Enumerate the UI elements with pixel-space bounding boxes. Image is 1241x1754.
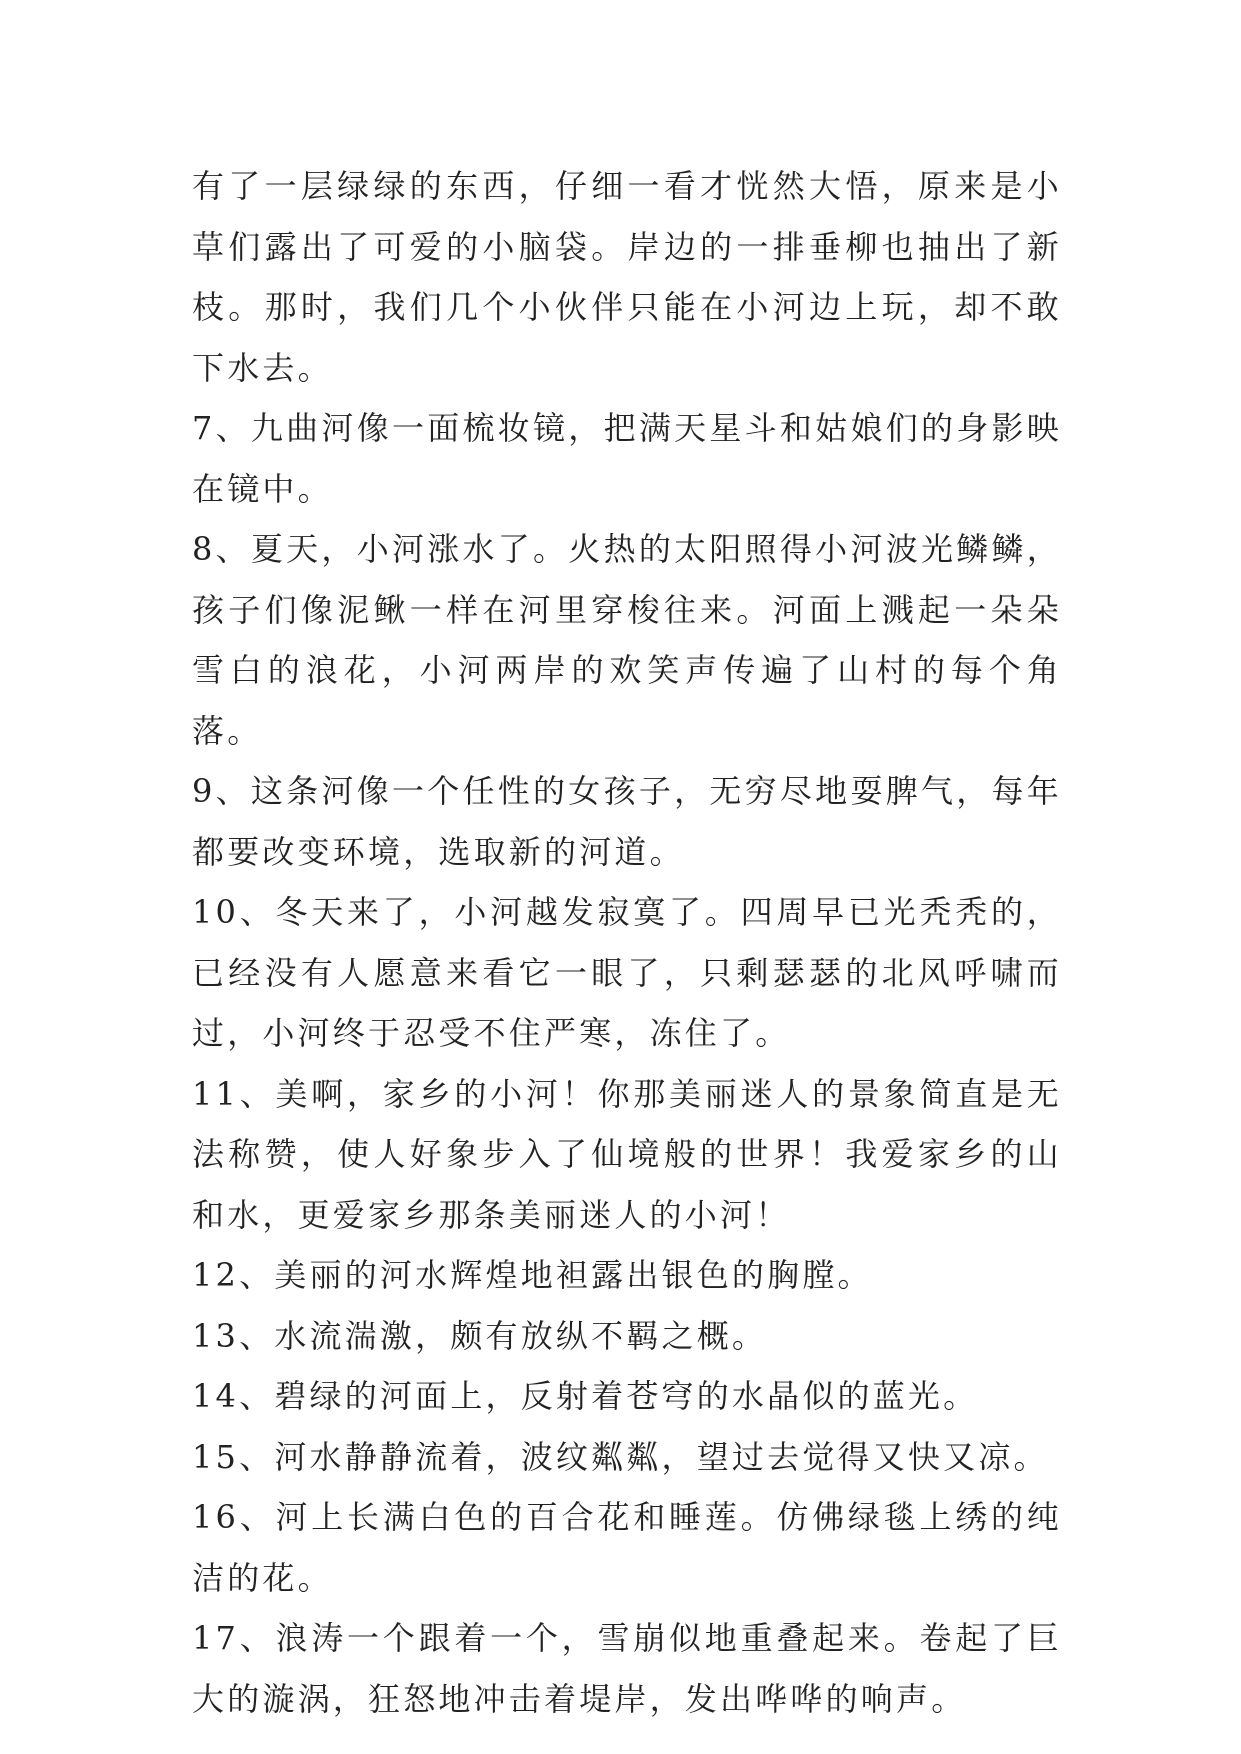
paragraph-item-11: 11、美啊，家乡的小河！你那美丽迷人的景象简直是无法称赞，使人好象步入了仙境般的世界！我爱家乡的山和水，更爱家乡那条美丽迷人的小河！	[192, 1074, 1062, 1234]
paragraph-item-13: 13、水流湍激，颇有放纵不羁之概。	[192, 1316, 768, 1355]
paragraph-item-16: 16、河上长满白色的百合花和睡莲。仿佛绿毯上绣的纯洁的花。	[192, 1498, 1062, 1597]
paragraph-continuation: 有了一层绿绿的东西，仔细一看才恍然大悟，原来是小草们露出了可爱的小脑袋。岸边的一排垂柳也抽出了新枝。那时，我们几个小伙伴只能在小河边上玩，却不敢下水去。	[192, 167, 1062, 387]
paragraph-item-7: 7、九曲河像一面梳妆镜，把满天星斗和姑娘们的身影映在镜中。	[192, 409, 1062, 508]
paragraph-item-14: 14、碧绿的河面上，反射着苍穹的水晶似的蓝光。	[192, 1377, 979, 1415]
paragraph-item-10: 10、冬天来了，小河越发寂寞了。四周早已光秃秃的，已经没有人愿意来看它一眼了，只剩瑟瑟的北风呼啸而过，小河终于忍受不住严寒，冻住了。	[192, 893, 1062, 1052]
document-body	[192, 156, 1062, 1729]
paragraph-item-17: 17、浪涛一个跟着一个，雪崩似地重叠起来。卷起了巨大的漩涡，狂怒地冲击着堤岸，发出哗哗的响声。	[192, 1619, 1062, 1718]
paragraph-item-12: 12、美丽的河水辉煌地袒露出银色的胸膛。	[192, 1256, 873, 1294]
paragraph-item-15: 15、河水静静流着，波纹粼粼，望过去觉得又快又凉。	[192, 1437, 1049, 1476]
paragraph-item-8: 8、夏天，小河涨水了。火热的太阳照得小河波光鳞鳞，孩子们像泥鳅一样在河里穿梭往来。河面上溅起一朵朵雪白的浪花，小河两岸的欢笑声传遍了山村的每个角落。	[192, 530, 1062, 750]
paragraph-item-9: 9、这条河像一个任性的女孩子，无穷尽地耍脾气，每年都要改变环境，选取新的河道。	[192, 772, 1062, 871]
